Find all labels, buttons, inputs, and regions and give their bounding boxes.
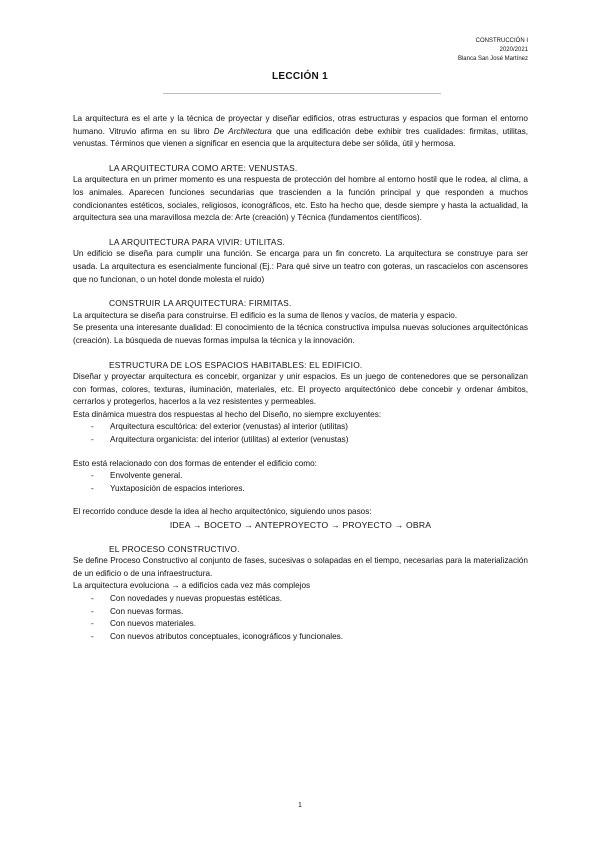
section-paragraph: Se presenta una interesante dualidad: El conocimiento de la técnica constructiva impulsa nuevas soluciones arquitectónicas (creación). La búsqueda de nuevas formas impulsa la técnica y la innovación.	[73, 323, 528, 345]
section-paragraph: La arquitectura se diseña para construirse. El edificio es la suma de llenos y vacíos, de materia y espacio.	[73, 310, 458, 320]
intro-text-post: que una edificación debe exhibir tres cualidades: firmitas, utilitas, venustas. Términos que vienen a significar en esencia que la arquitectura debe ser sólida, útil y hermosa.	[73, 126, 528, 149]
section-heading-firmitas: CONSTRUIR LA ARQUITECTURA: FIRMITAS.	[109, 298, 292, 309]
building-forms-list	[73, 470, 528, 495]
design-responses-list	[73, 421, 528, 446]
list-item: - Con nuevos materiales.	[73, 618, 528, 631]
intro-text-pre: La arquitectura es el arte y la técnica de proyectar y diseñar edificios, otras estructuras y espacios que forman el entorno humano. Vitruvio afirma en su libro	[73, 114, 528, 136]
list-item: - Yuxtaposición de espacios interiores.	[73, 483, 528, 496]
header-course: CONSTRUCCIÓN I	[475, 38, 528, 44]
section-heading-venustas: LA ARQUITECTURA COMO ARTE: VENUSTAS.	[109, 162, 298, 173]
section-heading-proceso: EL PROCESO CONSTRUCTIVO.	[109, 543, 240, 554]
list-item: - Envolvente general.	[73, 470, 528, 483]
section-paragraph: Un edificio se diseña para cumplir una función. Se encarga para un fin concreto. La arquitectura se construye para ser usada. La arquitectura es esencialmente funcional (Ej.: Para qué sirve un teatro con goteras, un rascacielos con ascensores que no funcionan, o un hotel donde molesta el ruido)	[73, 249, 528, 284]
header-author: Blanca San José Martínez	[457, 56, 528, 62]
header-year: 2020/2021	[499, 47, 528, 53]
page-header	[458, 37, 528, 64]
section-paragraph: Se define Proceso Constructivo al conjunto de fases, sucesivas o solapadas en el tiempo, necesarias para la materialización de un edificio o de una infraestructura.	[73, 556, 528, 578]
list-item: - Arquitectura organicista: del interior (utilitas) al exterior (venustas)	[73, 434, 528, 447]
section-paragraph: El recorrido conduce desde la idea al hecho arquitectónico, siguiendo unos pasos:	[73, 507, 372, 517]
section-paragraph: La arquitectura en un primer momento es una respuesta de protección del hombre al entorno hostil que le rodea, al clima, a los animales. Aparecen funciones secundarias que trascienden a la función principal y que responden a muchos condicionantes estéticos, sociales, religiosos, iconográficos, etc. Esto ha hecho que, desde siempre y hasta la actualidad, la arquitectura sea una maravillosa mezcla de: Arte (creación) y Técnica (fundamentos científicos).	[73, 175, 528, 223]
intro-paragraph	[73, 113, 528, 151]
intro-book-title: De Architectura	[213, 126, 272, 136]
document-body	[73, 113, 528, 643]
section-paragraph: Esta dinámica muestra dos respuestas al hecho del Diseño, no siempre excluyentes:	[73, 409, 382, 419]
section-heading-edificio: ESTRUCTURA DE LOS ESPACIOS HABITABLES: EL EDIFICIO.	[109, 359, 363, 370]
design-sequence: IDEA → BOCETO → ANTEPROYECTO → PROYECTO → OBRA	[169, 520, 432, 531]
list-item: - Con nuevos atributos conceptuales, iconográficos y funcionales.	[73, 631, 528, 644]
section-heading-utilitas: LA ARQUITECTURA PARA VIVIR: UTILITAS.	[109, 236, 286, 247]
page-number: 1	[298, 802, 302, 809]
section-paragraph: Esto está relacionado con dos formas de entender el edificio como:	[73, 458, 317, 468]
list-item: - Arquitectura escultórica: del exterior (venustas) al interior (utilitas)	[73, 421, 528, 434]
section-paragraph: Diseñar y proyectar arquitectura es concebir, organizar y unir espacios. Es un juego de contenedores que se personalizan con formas, colores, texturas, iluminación, materiales, etc. El proyecto arquitectónico debe concebir y ordenar ámbitos, cerrarlos y protegerlos, hacerlos a la vez resistentes y permeables.	[73, 372, 528, 407]
list-item: - Con novedades y nuevas propuestas estéticas.	[73, 593, 528, 606]
section-paragraph: La arquitectura evoluciona → a edificios cada vez más complejos	[73, 581, 311, 591]
list-item: - Con nuevas formas.	[73, 606, 528, 619]
title-divider	[163, 93, 441, 94]
evolution-list	[73, 593, 528, 643]
page-title: LECCIÓN 1	[271, 71, 329, 82]
